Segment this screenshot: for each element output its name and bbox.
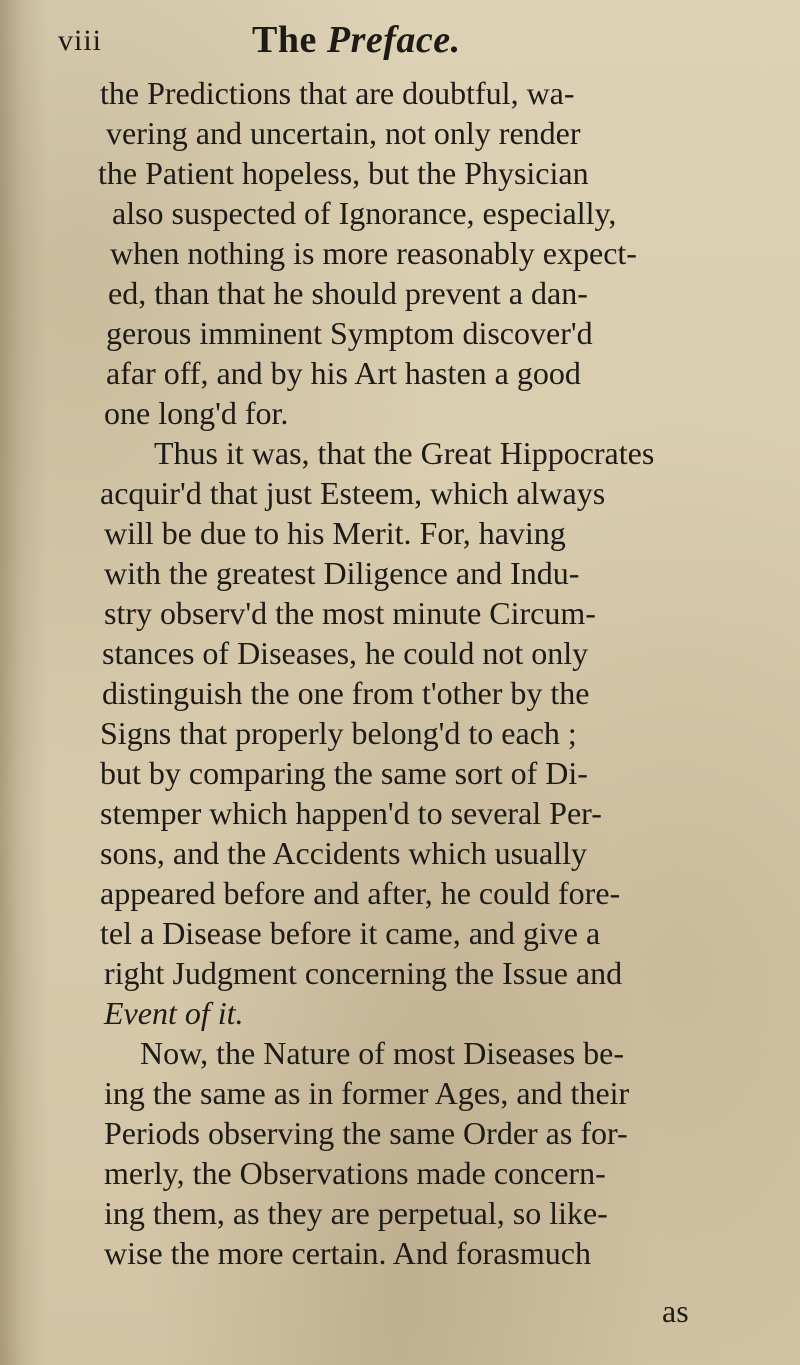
text-line: stemper which happen'd to several Per- [100,795,602,831]
text-line: when nothing is more reasonably expect- [110,235,637,271]
text-line: Thus it was, that the Great Hippocrates [154,435,655,471]
text-line: ed, than that he should prevent a dan- [108,275,588,311]
text-line: ing the same as in former Ages, and their [104,1075,630,1111]
text-line: but by comparing the same sort of Di- [100,755,588,791]
page-header [0,18,800,68]
text-line: afar off, and by his Art hasten a good [106,355,581,391]
text-line: wise the more certain. And forasmuch [104,1235,591,1271]
text-line: distinguish the one from t'other by the [102,675,590,711]
text-line: ing them, as they are perpetual, so like- [104,1195,608,1231]
text-line: gerous imminent Symptom discover'd [106,315,593,351]
running-head-title: Preface. [326,19,461,61]
page-number: viii [58,24,103,57]
running-head-lead: The [252,19,327,61]
text-line: also suspected of Ignorance, especially, [112,195,617,231]
text-line: tel a Disease before it came, and give a [100,915,601,951]
text-line: the Patient hopeless, but the Physician [98,155,589,191]
text-line: Event of it. [104,995,244,1031]
text-line: stry observ'd the most minute Circum- [104,595,596,631]
text-line: one long'd for. [104,395,289,431]
text-line: Now, the Nature of most Diseases be- [140,1035,625,1071]
text-line: sons, and the Accidents which usually [100,835,588,871]
text-line: vering and uncertain, not only render [106,115,581,151]
text-line: Signs that properly belong'd to each ; [100,715,577,751]
catchword: as [662,1293,689,1329]
text-line: stances of Diseases, he could not only [102,635,589,671]
page-edge-shadow [0,0,48,1365]
text-line: right Judgment concerning the Issue and [104,955,623,991]
text-line: merly, the Observations made concern- [104,1155,606,1191]
running-head [252,18,461,62]
text-line: the Predictions that are doubtful, wa- [100,75,575,111]
text-line: appeared before and after, he could fore- [100,875,621,911]
text-line: acquir'd that just Esteem, which always [100,475,606,511]
text-line: will be due to his Merit. For, having [104,515,566,551]
text-line: Periods observing the same Order as for- [104,1115,628,1151]
text-line: with the greatest Diligence and Indu- [104,555,580,591]
